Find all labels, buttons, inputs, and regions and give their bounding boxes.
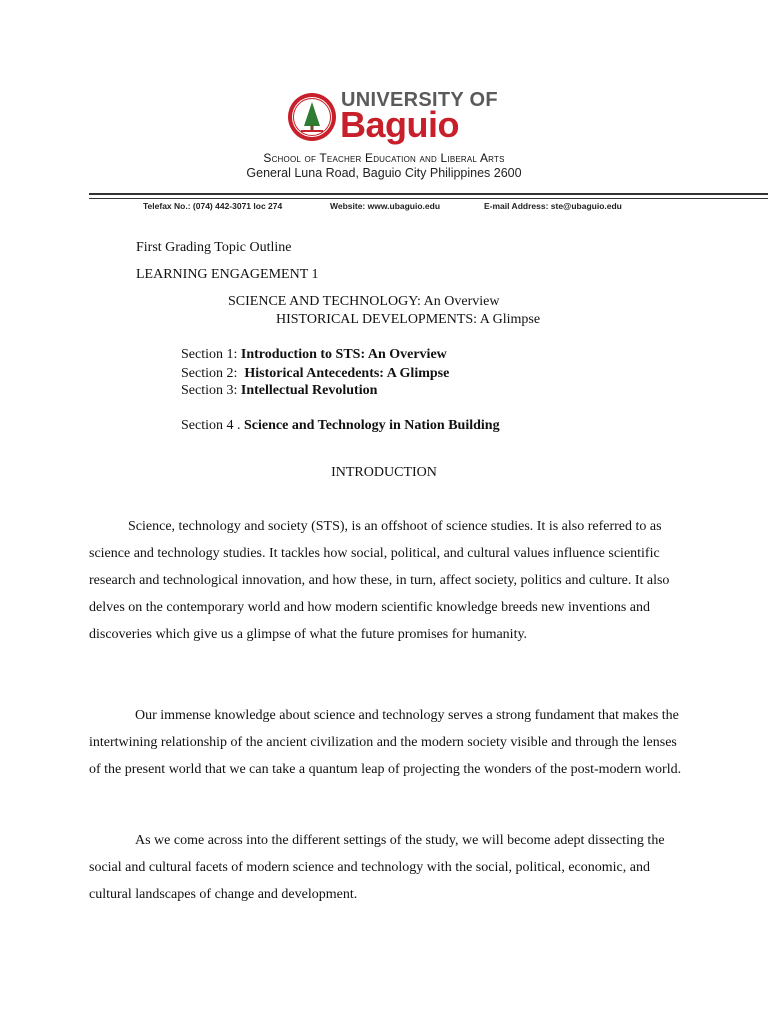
university-seal-logo: [287, 92, 337, 142]
section-title: Introduction to STS: An Overview: [240, 347, 447, 362]
intro-paragraph-1: Science, technology and society (STS), is an offshoot of science studies. It is also referred to as science and technology studies. It tackles how social, political, and cultural values influence scientific research and technological innovation, and how these, in turn, affect society, politics and culture. It also delves on the contemporary world and how modern scientific knowledge breeds new inventions and discoveries which give us a glimpse of what the future promises for humanity.: [89, 519, 670, 642]
section-prefix: Section 4 .: [181, 418, 244, 433]
school-address: General Luna Road, Baguio City Philippines 2600: [246, 166, 522, 180]
section-item-2: [181, 366, 449, 382]
intro-paragraph-2: Our immense knowledge about science and technology serves a strong fundament that makes the intertwining relationship of the ancient civilization and the modern society visible and through the lenses of the present world that we can take a quantum leap of projecting the wonders of the post-modern world.: [89, 708, 682, 777]
section-title: Science and Technology in Nation Building: [244, 418, 500, 433]
telefax-number: Telefax No.: (074) 442-3071 loc 274: [143, 201, 283, 211]
outline-heading: First Grading Topic Outline: [136, 240, 292, 255]
school-name: School of Teacher Education and Liberal Arts: [263, 151, 505, 165]
learning-engagement-title: LEARNING ENGAGEMENT 1: [136, 267, 319, 282]
section-title: Intellectual Revolution: [240, 383, 378, 398]
letterhead-rule-thick: [89, 193, 768, 195]
section-prefix: Section 2:: [181, 366, 245, 381]
section-item-3: [181, 383, 377, 399]
section-title: Historical Antecedents: A Glimpse: [244, 366, 450, 381]
intro-paragraph-3: As we come across into the different settings of the study, we will become adept dissecting the social and cultural facets of modern science and technology with the social, political, economic, and cultural landscapes of change and development.: [89, 833, 665, 902]
section-item-1: [181, 347, 447, 363]
section-item-4: [181, 418, 500, 434]
introduction-heading: INTRODUCTION: [331, 465, 437, 480]
email-address[interactable]: E-mail Address: ste@ubaguio.edu: [484, 201, 622, 211]
university-name-baguio: Baguio: [340, 104, 459, 145]
section-prefix: Section 3:: [181, 383, 241, 398]
topic-title-line-1: SCIENCE AND TECHNOLOGY: An Overview: [228, 294, 500, 309]
topic-title-line-2: HISTORICAL DEVELOPMENTS: A Glimpse: [276, 312, 541, 327]
letterhead-rule-thin: [89, 198, 768, 199]
university-of-text: UNIVERSITY OF: [341, 89, 498, 111]
website-link[interactable]: Website: www.ubaguio.edu: [330, 201, 441, 211]
section-prefix: Section 1:: [181, 347, 241, 362]
